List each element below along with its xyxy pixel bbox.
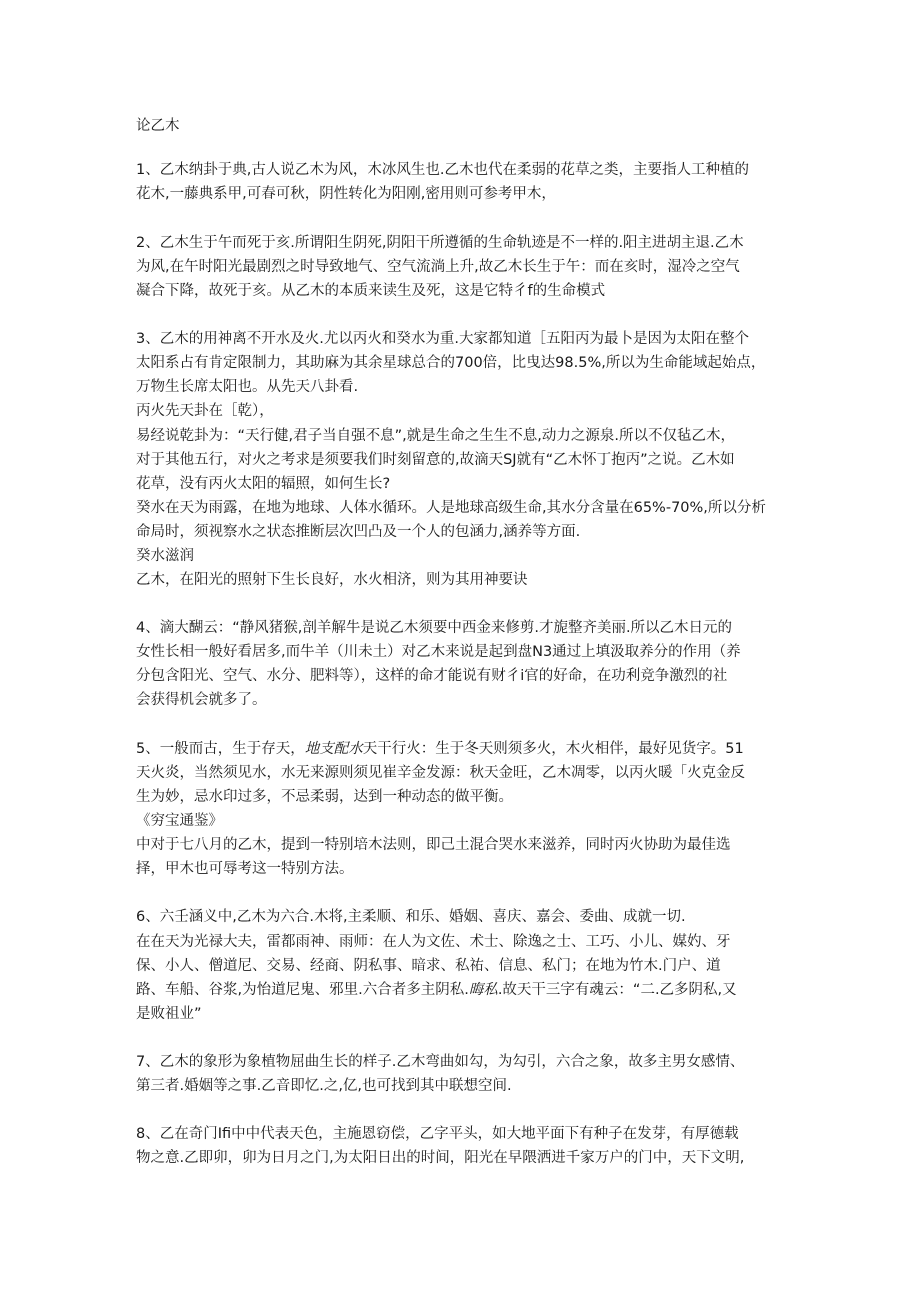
paragraph-1-line-1: 1、乙木纳卦于典,古人说乙木为风，木冰风生也.乙木也代在柔弱的花草之类，主要指人工种植的 <box>136 162 749 178</box>
paragraph-6-line-4 <box>136 980 737 1000</box>
document-title: 论乙木 <box>136 118 180 134</box>
paragraph-5-line-6: 择，甲木也可辱考这一特别方法。 <box>136 861 354 877</box>
paragraph-2-line-3: 凝合下降，故死于亥。从乙木的本质来读生及死，这是它特彳f的生命模式 <box>136 283 606 299</box>
paragraph-2-line-1: 2、乙木生于午而死于亥.所谓阳生阴死,阴阳干所遵循的生命轨迹是不一样的.阳主进胡主退.乙木 <box>136 235 744 251</box>
paragraph-3-line-11: 乙木，在阳光的照射下生长良好，水火相济，则为其用神要诀 <box>136 572 528 588</box>
paragraph-5-italic-span: 地支配水 <box>304 741 363 757</box>
paragraph-8-line-2: 物之意.乙即卯，卯为日月之门,为太阳日出的时间，阳光在早隈洒进千家万户的门中，天下文明, <box>136 1150 745 1166</box>
paragraph-8-line-1: 8、乙在奇门Ifi中中代表天色，主施恩窃偿，乙字平头，如大地平面下有种子在发芽，有厚德载 <box>136 1126 739 1142</box>
paragraph-6-line-2: 在在天为光禄大夫，雷都雨神、雨师：在人为文佐、术士、除逸之士、工巧、小儿、媒妁、牙 <box>136 934 731 950</box>
paragraph-6-line-5: 是败祖业” <box>136 1006 202 1022</box>
paragraph-3-line-10: 癸水滋润 <box>136 548 194 564</box>
paragraph-5-line-1-start: 5、一般而古，生于存天， <box>136 741 305 757</box>
paragraph-5-line-2: 天火炎，当然须见水，水无来源则须见崔辛金发源：秋天金旺，乙木凋零，以丙火暖「火克金反 <box>136 765 745 781</box>
paragraph-6-line-1: 6、六壬涵义中,乙木为六合.木将,主柔顺、和乐、婚姻、喜庆、嘉会、委曲、成就一切. <box>136 909 686 925</box>
paragraph-3-line-2: 太阳系占有肯定限制力，其助麻为其余星球总合的700倍，比曳达98.5%,所以为生命能域起始点， <box>136 355 766 371</box>
paragraph-3-line-6: 对于其他五行，对火之考求是须要我们时刻留意的,故滴天SJ就有“乙木怀丁抱丙”之说。乙木如 <box>136 452 735 468</box>
paragraph-3-line-8: 癸水在天为雨露，在地为地球、人体水循环。人是地球高级生命,其水分含量在65%-70%,所以分析 <box>136 500 766 516</box>
paragraph-2-line-2: 为风,在午时阳光最剧烈之时导致地气、空气流淌上升,故乙木长生于午：而在亥时，湿冷之空气 <box>136 259 740 275</box>
paragraph-5-line-4: 《穷宝通鉴》 <box>136 813 223 829</box>
paragraph-6-line-4-start: 路、车船、谷浆,为怡道尼鬼、邪里.六合者多主阴私. <box>136 982 469 998</box>
paragraph-3-line-7: 花草，没有丙火太阳的辐照，如何生长? <box>136 476 391 492</box>
paragraph-5-line-1-end: 天干行火：生于冬天则须多火，木火相伴，最好见货字。51 <box>362 741 744 757</box>
paragraph-3-line-5: 易经说乾卦为：“天行健,君子当自强不息”,就是生命之生生不息,动力之源泉.所以不仅毡乙木， <box>136 428 735 444</box>
paragraph-1-line-2: 花木,一藤典系甲,可春可秋，阴性转化为阳刚,密用则可参考甲木， <box>136 186 556 202</box>
paragraph-3-line-1: 3、乙木的用神离不开水及火.尤以丙火和癸水为重.大家都知道［五阳丙为最卜是因为太阳在整个 <box>136 331 749 347</box>
paragraph-4-line-4: 会获得机会就多了。 <box>136 692 267 708</box>
paragraph-3-line-4: 丙火先天卦在［乾）， <box>136 403 274 419</box>
paragraph-3-line-3: 万物生长席太阳也。从先天八卦看. <box>136 379 359 395</box>
paragraph-5-line-3: 生为妙，忌水印过多，不忌柔弱，达到一种动态的做平衡。 <box>136 789 513 805</box>
paragraph-5-line-5: 中对于七八月的乙木，提到一特别培木法则，即己土混合哭水来滋养，同时丙火协助为最佳选 <box>136 837 731 853</box>
paragraph-5-line-1 <box>136 739 744 759</box>
paragraph-6-line-3: 保、小人、僧道尼、交易、经商、阴私事、暗求、私祐、信息、私门；在地为竹木.门户、道 <box>136 958 721 974</box>
paragraph-6-italic-span: 晦私 <box>468 982 498 998</box>
paragraph-4-line-2: 女性长相一般好看居多,而牛羊（川未土）对乙木来说是起到盘N3通过上填汲取养分的作用（养 <box>136 644 741 660</box>
paragraph-6-line-4-end: .故天干三字有魂云：“二.乙多阴私,又 <box>497 982 737 998</box>
paragraph-7-line-2: 第三者.婚姻等之事.乙音即忆.之,亿,也可找到其中联想空间. <box>136 1078 512 1094</box>
paragraph-3-line-9: 命局时，须视察水之状态推断层次凹凸及一个人的包涵力,涵养等方面. <box>136 524 581 540</box>
paragraph-7-line-1: 7、乙木的象形为象植物屈曲生长的样子.乙木弯曲如勾，为勾引，六合之象，故多主男女感情、 <box>136 1054 745 1070</box>
paragraph-4-line-3: 分包含阳光、空气、水分、肥料等），这样的命才能说有财彳i官的好命，在功利竞争激烈的社 <box>136 668 728 684</box>
paragraph-4-line-1: 4、滴大醐云：“静风猪猴,剖羊解牛是说乙木须要中西金来修剪.才旎整齐美丽.所以乙木日元的 <box>136 620 733 636</box>
